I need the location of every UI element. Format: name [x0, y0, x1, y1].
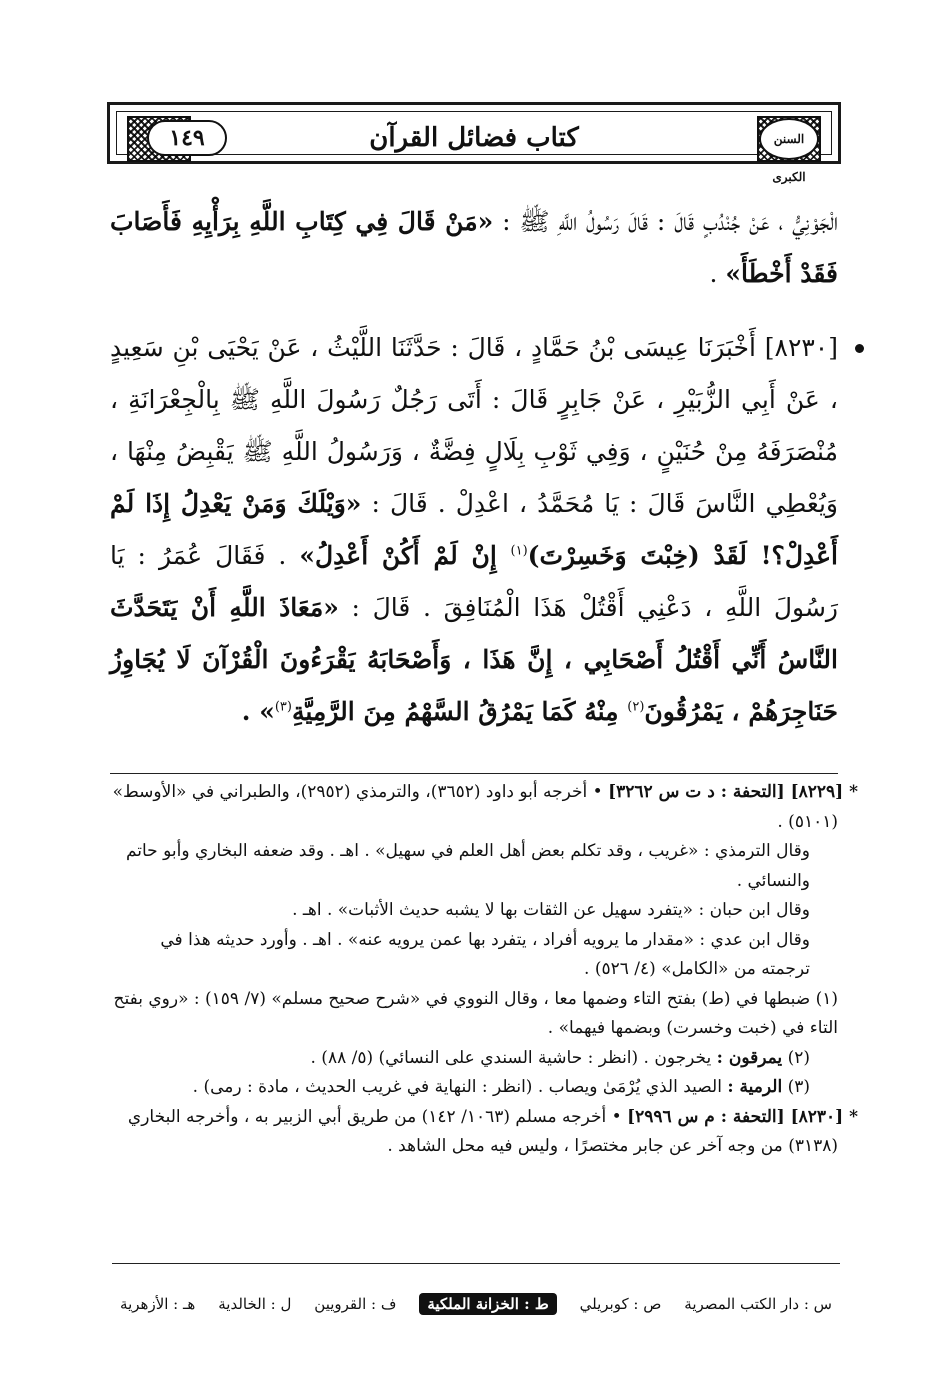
hadith-number: [٨٢٣٠] — [755, 333, 838, 362]
manuscript-abbreviations — [120, 1291, 832, 1317]
hadith-quote-2: «مَعَاذَ اللَّهِ أَنْ يَتَحَدَّثَ النَّاسُ أَنِّي أَقْتُلُ أَصْحَابِي ، إِنَّ هَذَا ، وَأَصْحَابَهُ يَقْرَءُونَ الْقُرْآنَ لَا يُجَاوِزُ حَنَاجِرَهُمْ ، يَمْرُقُونَ — [110, 593, 838, 726]
abbreviations-divider — [112, 1263, 840, 1264]
hadith-quote-2b: مِنْهُ كَمَا يَمْرُقُ السَّهْمُ مِنَ الرَّمِيَّةِ — [291, 697, 628, 726]
page-header — [107, 102, 841, 184]
para1-text: الْجَوْنِيُّ ، عَنْ جُنْدُبٍ قَالَ : قَالَ رَسُولُ اللَّهِ ﷺ : — [493, 207, 838, 236]
note-8229-line4: وقال ابن عدي : «مقدار ما يرويه أفراد ، يتفرد بها عمن يرويه عنه» . اهـ . وأورد حديثه هذا في ترجمته من «الكامل» (٤/ ٥٢٦) . — [160, 929, 810, 979]
footnote-3-body: الصيد الذي يُرْمَىٰ ويصاب . (انظر : النهاية في غريب الحديث ، مادة : رمى) . — [192, 1077, 728, 1097]
book-title: كتاب فضائل القرآن — [369, 123, 579, 153]
footnote-2 — [110, 1044, 838, 1074]
abbr-item: س : دار الكتب المصرية — [684, 1295, 832, 1313]
note-8229-line3: وقال ابن حبان : «يتفرد سهيل عن الثقات بها لا يشبه حديث الأثبات» . اهـ . — [292, 900, 810, 920]
footnote-ref-1[interactable]: (١) — [510, 543, 528, 559]
abbr-item: ص : كوبريلي — [579, 1295, 662, 1313]
note-8229-head: [٨٢٢٩] [التحفة : د ت س ٣٢٦٢] — [608, 782, 844, 802]
footnote-ref-2[interactable]: (٢) — [627, 699, 645, 715]
bullet-icon — [855, 344, 864, 353]
footnote-3 — [110, 1073, 838, 1103]
footnote-3-num: (٣) — [782, 1077, 810, 1097]
abbr-item: ف : القرويين — [314, 1295, 397, 1313]
note-8230 — [110, 1103, 858, 1162]
para1-quote: «مَنْ قَالَ فِي كِتَابِ اللَّهِ بِرَأْيِهِ فَأَصَابَ فَقَدْ أَخْطَأَ» — [110, 207, 838, 288]
hadith-end: » . — [241, 697, 275, 726]
footnote-2-num: (٢) — [782, 1047, 810, 1068]
hadith-8230 — [110, 322, 838, 738]
para1-end: . — [709, 259, 726, 288]
footnote-2-head: يمرقون : — [716, 1047, 783, 1068]
star-icon: * — [843, 1106, 858, 1127]
note-8230-body: • أخرجه مسلم (١٠٦٣/ ١٤٢) من طريق أبي الزبير به ، وأخرجه البخاري (٣١٣٨) من وجه آخر عن جابر مختصرًا ، وليس فيه محل الشاهد . — [127, 1106, 838, 1156]
footnote-2-body: يخرجون . (انظر : حاشية السندي على النسائي) (٥/ ٨٨) . — [310, 1047, 717, 1068]
emblem-logo: السنن الكبرى — [759, 118, 819, 160]
star-icon: * — [843, 782, 858, 802]
paragraph-continuation — [110, 196, 838, 300]
footnote-divider — [110, 773, 838, 774]
abbr-item: ل : الخالدية — [218, 1295, 292, 1313]
note-8230-head: [٨٢٣٠] [التحفة : م س ٢٩٩٦] — [627, 1106, 844, 1127]
header-inner-frame — [116, 111, 832, 184]
footnote-1: (١) ضبطها في (ط) بفتح التاء وضمها معا ، وقال النووي في «شرح صحيح مسلم» (٧/ ١٥٩) : «روي بفتح التاء في (خبت وخسرت) وبضمها فيهما» . — [113, 988, 838, 1038]
note-8229-body: • أخرجه أبو داود (٣٦٥٢)، والترمذي (٢٩٥٢)، والطبراني في «الأوسط» (٥١٠١) . — [112, 782, 838, 832]
note-8229-line2: وقال الترمذي : «غريب ، وقد تكلم بعض أهل العلم في سهيل» . اهـ . وقد ضعفه البخاري وأبو حاتم والنسائي . — [125, 841, 810, 891]
abbr-item: هـ : الأزهرية — [120, 1295, 196, 1313]
footnote-3-head: الرمية : — [727, 1077, 783, 1097]
hadith-quote-1b: إِنْ لَمْ أَكُنْ أَعْدِلُ» — [299, 541, 511, 570]
abbr-item-highlighted: ط : الخزانة الملكية — [419, 1293, 556, 1315]
footnotes — [110, 778, 858, 1162]
hadith-narration-2: . فَقَالَ عُمَرُ : يَا رَسُولَ اللَّهِ ، دَعْنِي أَقْتُلْ هَذَا الْمُنَافِقَ . قَالَ : — [110, 541, 838, 622]
hadith-isnad: أَخْبَرَنَا عِيسَى بْنُ حَمَّادٍ ، قَالَ : حَدَّثَنَا اللَّيْثُ ، عَنْ يَحْيَى بْنِ سَعِيدٍ ، عَنْ أَبِي الزُّبَيْرِ ، عَنْ جَابِرٍ قَالَ : أَتَى رَجُلٌ رَسُولَ اللَّهِ ﷺ بِالْجِعْرَانَةِ ، مُنْصَرَفَهُ مِنْ حُنَيْنٍ ، وَفِي ثَوْبِ بِلَالٍ فِضَّةٌ ، وَرَسُولُ اللَّهِ ﷺ يَقْبِضُ مِنْهَا ، وَيُعْطِي النَّاسَ قَالَ : يَا مُحَمَّدُ ، اعْدِلْ . قَالَ : — [110, 333, 838, 518]
hadith-quote-1: «وَيْلَكَ وَمَنْ يَعْدِلُ إِذَا لَمْ أَعْدِلْ؟! لَقَدْ (خِبْتَ وَخَسِرْتَ) — [110, 489, 838, 570]
note-8229 — [110, 778, 858, 837]
page-number: ١٤٩ — [147, 120, 227, 156]
main-text — [110, 196, 838, 738]
footnote-ref-3[interactable]: (٣) — [274, 699, 292, 715]
